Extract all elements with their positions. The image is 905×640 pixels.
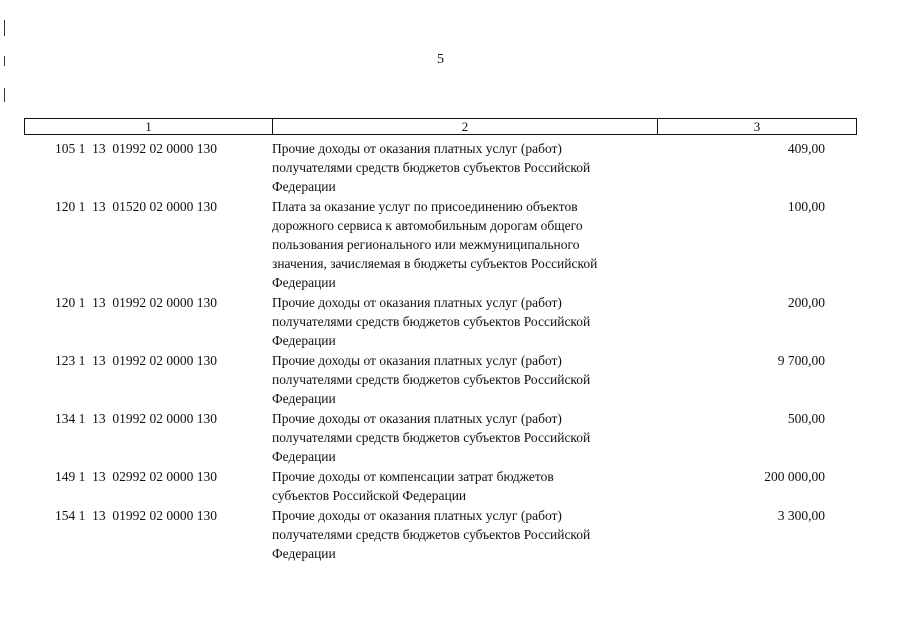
budget-code: 120 1 13 01520 02 0000 130 xyxy=(55,199,217,214)
table-header-row xyxy=(24,118,857,135)
description-line: субъектов Российской Федерации xyxy=(272,488,467,503)
amount: 409,00 xyxy=(787,141,825,156)
scan-edge-mark xyxy=(4,56,5,66)
description-line: значения, зачисляемая в бюджеты субъектов Российской xyxy=(272,256,598,271)
budget-code: 134 1 13 01992 02 0000 130 xyxy=(55,411,217,426)
amount: 200 000,00 xyxy=(764,469,825,484)
description-line: Федерации xyxy=(272,391,336,406)
description-line: получателями средств бюджетов субъектов Российской xyxy=(272,314,591,329)
amount: 500,00 xyxy=(787,411,825,426)
income-description xyxy=(272,351,657,408)
description-line: получателями средств бюджетов субъектов Российской xyxy=(272,372,591,387)
income-description xyxy=(272,409,657,466)
column-header-3: 3 xyxy=(753,119,761,134)
income-description xyxy=(272,506,657,563)
income-description xyxy=(272,467,657,505)
column-header-2: 2 xyxy=(273,119,658,134)
description-line: получателями средств бюджетов субъектов Российской xyxy=(272,430,591,445)
description-line: Федерации xyxy=(272,275,336,290)
description-line: Плата за оказание услуг по присоединению объектов xyxy=(272,199,578,214)
scan-edge-mark xyxy=(4,20,5,36)
budget-code: 105 1 13 01992 02 0000 130 xyxy=(55,141,217,156)
description-line: Прочие доходы от оказания платных услуг (работ) xyxy=(272,411,562,426)
column-header-1: 1 xyxy=(25,119,273,134)
budget-code: 123 1 13 01992 02 0000 130 xyxy=(55,353,217,368)
amount: 9 700,00 xyxy=(777,353,825,368)
description-line: Прочие доходы от оказания платных услуг (работ) xyxy=(272,141,562,156)
description-line: Федерации xyxy=(272,546,336,561)
description-line: дорожного сервиса к автомобильным дорогам общего xyxy=(272,218,583,233)
budget-code: 154 1 13 01992 02 0000 130 xyxy=(55,508,217,523)
amount: 3 300,00 xyxy=(777,508,825,523)
description-line: получателями средств бюджетов субъектов Российской xyxy=(272,527,591,542)
description-line: пользования регионального или межмуниципального xyxy=(272,237,580,252)
description-line: Федерации xyxy=(272,179,336,194)
scan-edge-mark xyxy=(4,88,5,102)
budget-code: 149 1 13 02992 02 0000 130 xyxy=(55,469,217,484)
description-line: получателями средств бюджетов субъектов Российской xyxy=(272,160,591,175)
income-description xyxy=(272,139,657,196)
amount: 100,00 xyxy=(787,199,825,214)
budget-code: 120 1 13 01992 02 0000 130 xyxy=(55,295,217,310)
amount: 200,00 xyxy=(787,295,825,310)
income-description xyxy=(272,197,657,292)
description-line: Прочие доходы от компенсации затрат бюджетов xyxy=(272,469,554,484)
description-line: Прочие доходы от оказания платных услуг (работ) xyxy=(272,295,562,310)
income-description xyxy=(272,293,657,350)
description-line: Федерации xyxy=(272,333,336,348)
description-line: Прочие доходы от оказания платных услуг (работ) xyxy=(272,508,562,523)
description-line: Федерации xyxy=(272,449,336,464)
description-line: Прочие доходы от оказания платных услуг (работ) xyxy=(272,353,562,368)
page-number: 5 xyxy=(437,52,444,67)
